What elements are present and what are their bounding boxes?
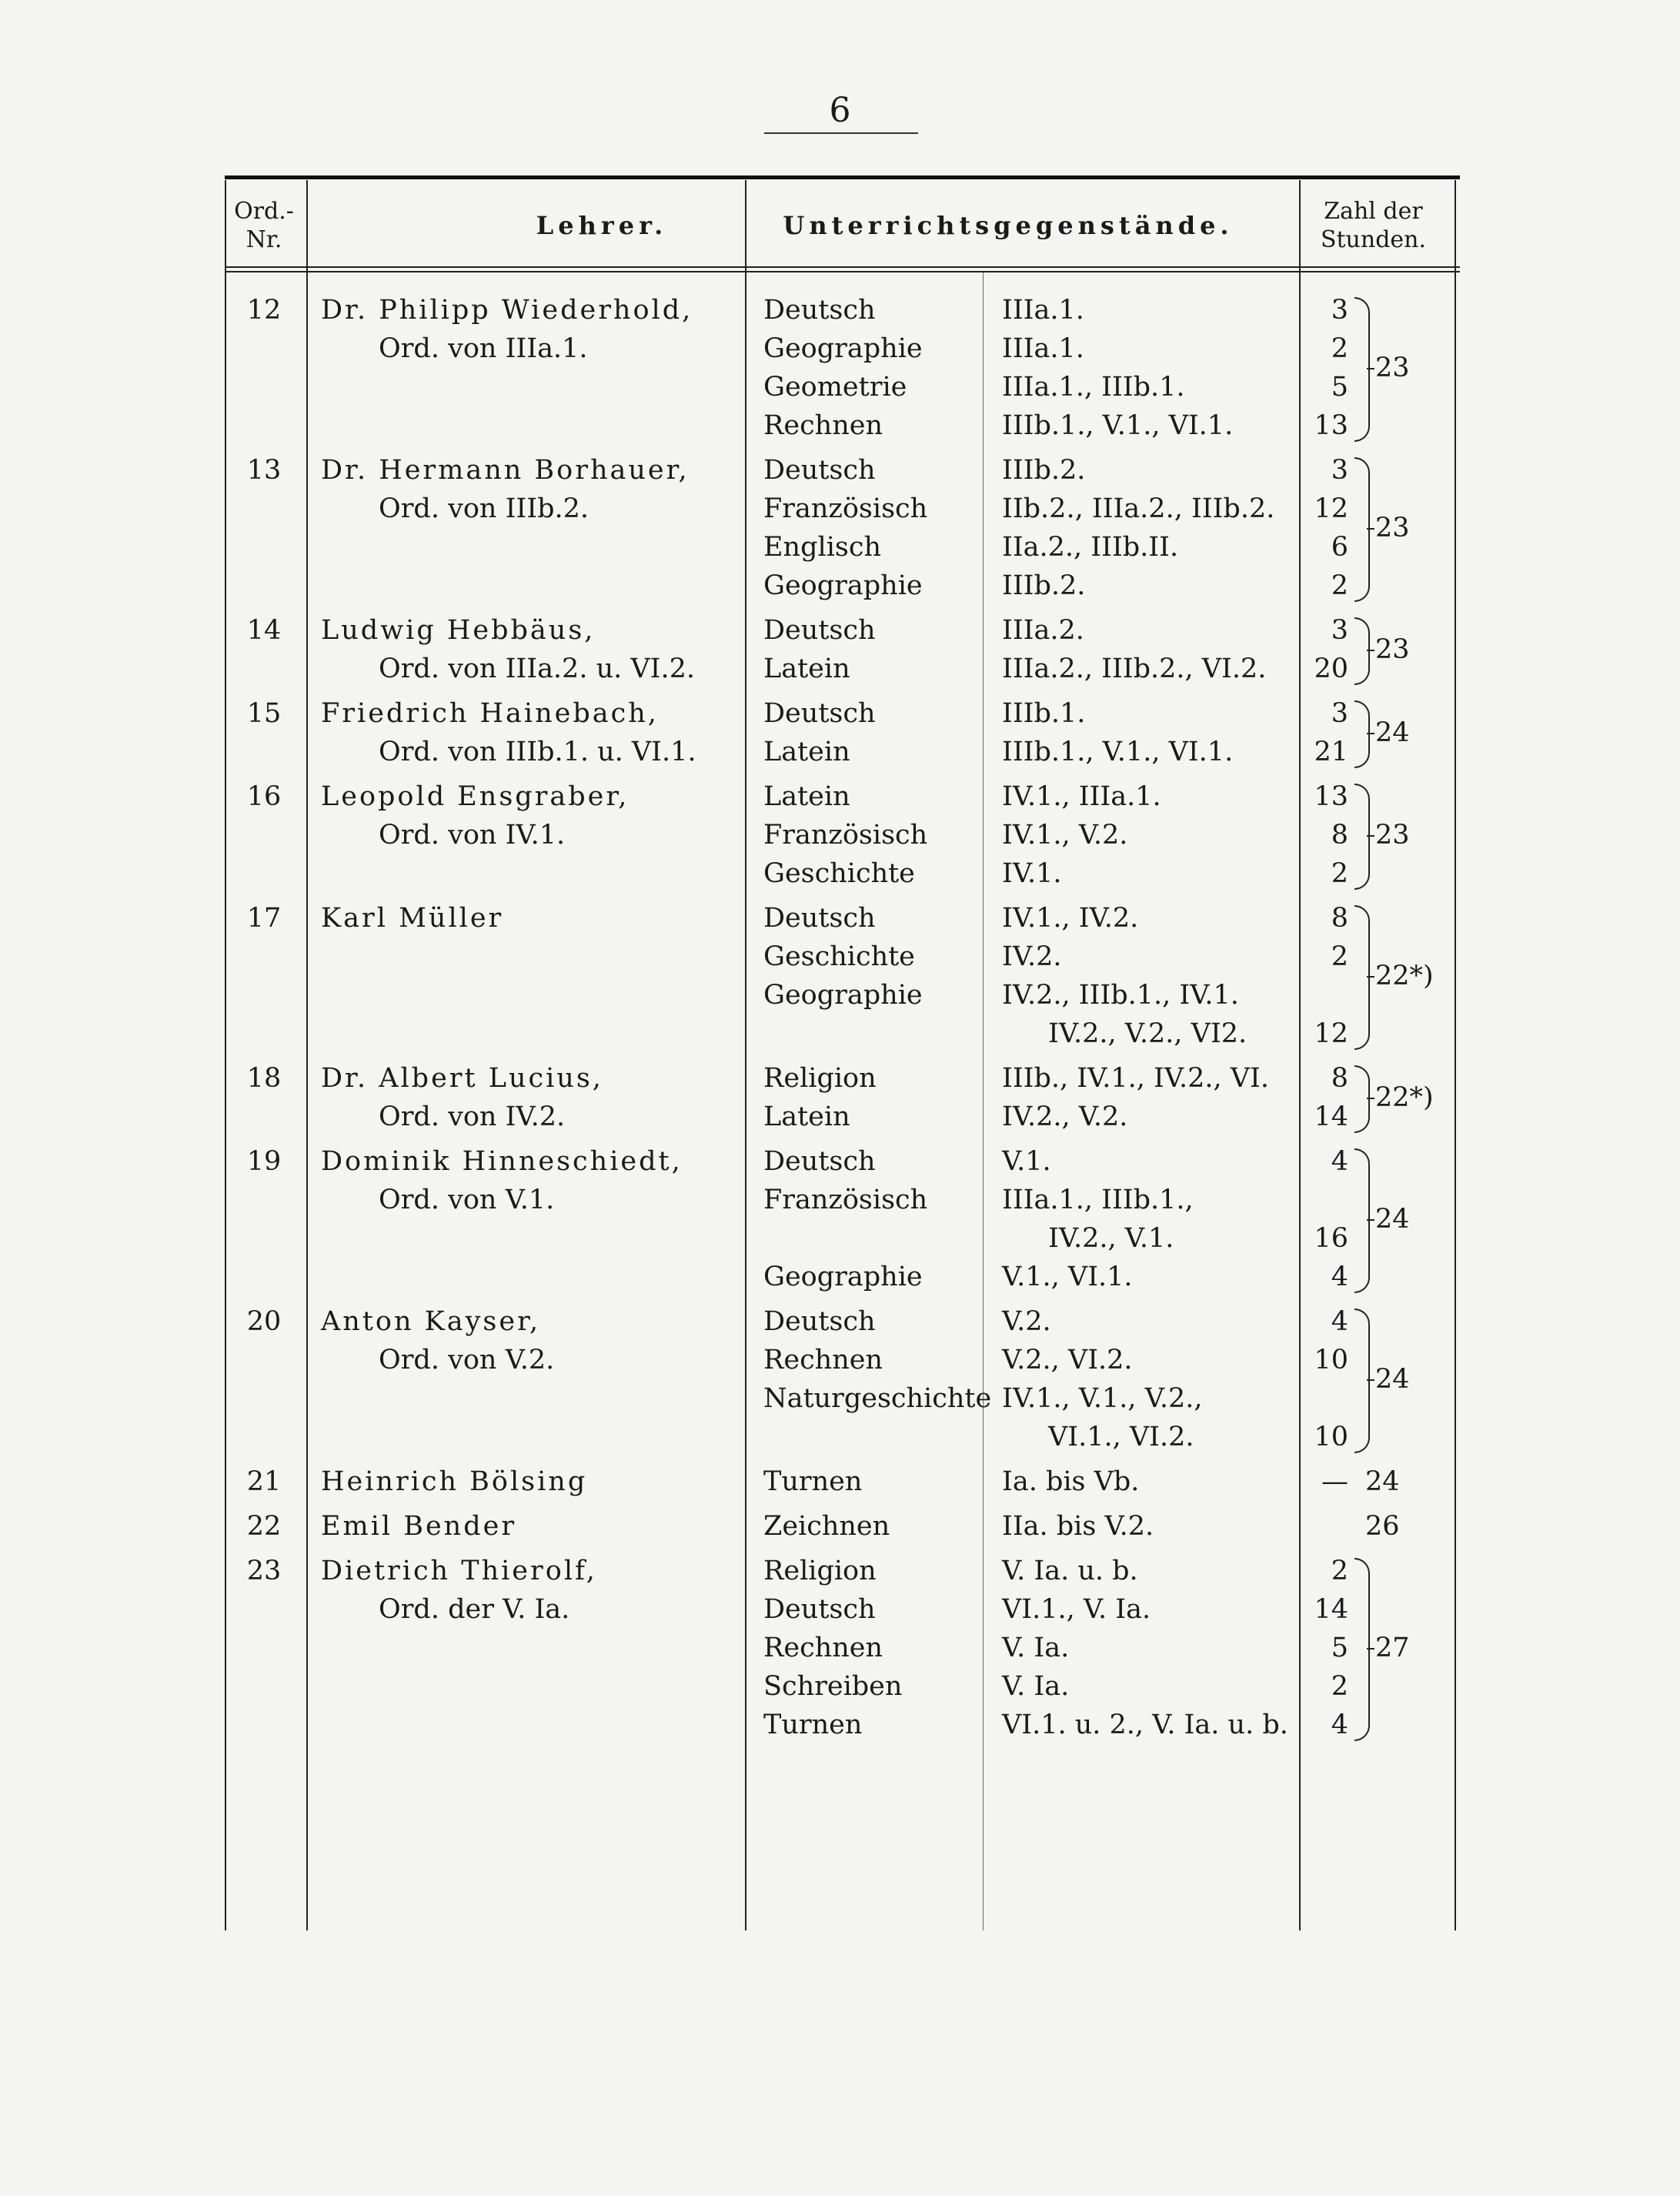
total-hours: 22*)	[1375, 1082, 1434, 1113]
row-spacer	[225, 771, 1460, 777]
subject: Zeichnen	[763, 1511, 890, 1542]
classes: VI.1., V. Ia.	[1002, 1594, 1151, 1625]
table-row	[225, 451, 1460, 605]
row-spacer	[225, 1053, 1460, 1059]
hours-brace	[1354, 700, 1370, 768]
ord-number: 18	[246, 1063, 282, 1094]
subject: Deutsch	[763, 1146, 876, 1177]
total-hours: 27	[1375, 1633, 1410, 1663]
ord-number: 22	[246, 1511, 282, 1542]
subject: Rechnen	[763, 410, 883, 441]
classes: IIIb.1., V.1., VI.1.	[1002, 737, 1234, 767]
hours: 4	[1331, 1710, 1348, 1740]
classes: IIIa.1.	[1002, 295, 1084, 326]
row-line	[225, 854, 1460, 893]
hours: 5	[1331, 1633, 1348, 1663]
hours-brace-tip	[1367, 650, 1374, 651]
hours: 10	[1314, 1345, 1348, 1375]
classes: IV.2., V.2.	[1002, 1101, 1128, 1132]
hours: 4	[1331, 1146, 1348, 1177]
row-line	[225, 650, 1460, 688]
row-line	[225, 899, 1460, 938]
total-hours: 24	[1375, 717, 1410, 748]
page-number: 6	[829, 91, 851, 130]
hours: 21	[1314, 737, 1348, 767]
subject: Geometrie	[763, 372, 907, 403]
total-hours: 23	[1375, 353, 1410, 383]
subject: Deutsch	[763, 615, 876, 646]
hours-brace-tip	[1367, 835, 1374, 837]
row-line	[225, 1462, 1460, 1501]
hours: 4	[1331, 1262, 1348, 1292]
header-rule-double	[225, 271, 1460, 272]
teacher-schedule-table	[225, 175, 1460, 1930]
classes: IIIb.1., V.1., VI.1.	[1002, 410, 1234, 441]
subject: Deutsch	[763, 903, 876, 934]
hours: 13	[1314, 781, 1348, 812]
hours: 13	[1314, 410, 1348, 441]
classes: V.1.	[1002, 1146, 1051, 1177]
classes: IV.1., V.1., V.2.,	[1002, 1383, 1203, 1414]
teacher-role: Ord. von V.1.	[379, 1185, 555, 1215]
classes: V.1., VI.1.	[1002, 1262, 1133, 1292]
classes: IIIa.2., IIIb.2., VI.2.	[1002, 653, 1267, 684]
row-spacer	[225, 893, 1460, 899]
teacher-role: Ord. von V.2.	[379, 1345, 555, 1375]
table-row	[225, 1552, 1460, 1744]
table-body	[225, 291, 1460, 1750]
hours: 12	[1314, 493, 1348, 524]
row-line	[225, 567, 1460, 605]
subject: Deutsch	[763, 455, 876, 486]
hours: 14	[1314, 1594, 1348, 1625]
ord-number: 20	[246, 1306, 282, 1337]
table-row	[225, 1462, 1460, 1501]
classes: IV.1., IIIa.1.	[1002, 781, 1161, 812]
subject: Deutsch	[763, 1306, 876, 1337]
teacher-name: Dietrich Thierolf,	[321, 1556, 597, 1586]
ord-number: 21	[246, 1466, 282, 1497]
hours-brace-tip	[1367, 1219, 1374, 1221]
teacher-name: Dominik Hinneschiedt,	[321, 1146, 683, 1177]
hours-brace-tip	[1367, 1098, 1374, 1099]
classes: IIIb., IV.1., IV.2., VI.	[1002, 1063, 1269, 1094]
row-spacer	[225, 1136, 1460, 1142]
hours: 20	[1314, 653, 1348, 684]
row-line	[225, 777, 1460, 816]
subject: Turnen	[763, 1710, 863, 1740]
classes: VI.1. u. 2., V. Ia. u. b.	[1002, 1710, 1288, 1740]
row-line	[225, 1552, 1460, 1590]
table-row	[225, 899, 1460, 1053]
total-hours: 23	[1375, 634, 1410, 665]
subject: Latein	[763, 781, 850, 812]
ord-number: 15	[246, 698, 282, 729]
subject: Französisch	[763, 1185, 928, 1215]
teacher-name: Leopold Ensgraber,	[321, 781, 630, 812]
subject: Latein	[763, 737, 850, 767]
header-stunden: Zahl der Stunden.	[1320, 197, 1427, 253]
teacher-role: Ord. der V. Ia.	[379, 1594, 570, 1625]
hours: 2	[1331, 1671, 1348, 1702]
hours: 2	[1331, 570, 1348, 601]
classes: IIa.2., IIIb.II.	[1002, 532, 1179, 563]
subject: Naturgeschichte	[763, 1383, 992, 1414]
hours-brace	[1354, 1148, 1370, 1293]
header-ord: Ord.- Nr.	[234, 197, 294, 253]
subject: Latein	[763, 653, 850, 684]
row-line	[225, 1302, 1460, 1341]
teacher-name: Ludwig Hebbäus,	[321, 615, 596, 646]
ord-number: 14	[246, 615, 282, 646]
row-line	[225, 816, 1460, 854]
hours: 4	[1331, 1306, 1348, 1337]
ord-number: 23	[246, 1556, 282, 1586]
hours: 8	[1331, 903, 1348, 934]
teacher-name: Friedrich Hainebach,	[321, 698, 659, 729]
classes: IIIb.2.	[1002, 455, 1086, 486]
subject: Deutsch	[763, 698, 876, 729]
teacher-role: Ord. von IIIa.2. u. VI.2.	[379, 653, 695, 684]
hours-brace	[1354, 784, 1370, 890]
hours: 6	[1331, 532, 1348, 563]
teacher-name: Emil Bender	[321, 1511, 517, 1542]
classes: IIIa.2.	[1002, 615, 1084, 646]
row-line	[225, 694, 1460, 733]
row-line	[225, 291, 1460, 329]
subject: Rechnen	[763, 1633, 883, 1663]
row-spacer	[225, 605, 1460, 611]
hours-brace-tip	[1367, 1648, 1374, 1650]
table-row	[225, 777, 1460, 893]
hours: 3	[1331, 455, 1348, 486]
total-hours: 23	[1375, 513, 1410, 543]
table-row	[225, 611, 1460, 688]
teacher-name: Dr. Philipp Wiederhold,	[321, 295, 693, 326]
teacher-role: Ord. von IIIb.2.	[379, 493, 589, 524]
hours-brace	[1354, 1309, 1370, 1453]
subject: Religion	[763, 1063, 877, 1094]
hours: 2	[1331, 1556, 1348, 1586]
hours: 10	[1314, 1422, 1348, 1452]
row-spacer	[225, 1456, 1460, 1462]
row-line	[225, 1590, 1460, 1629]
row-line	[225, 938, 1460, 976]
hours: 8	[1331, 1063, 1348, 1094]
header-gegenstaende: Unterrichtsgegenstände.	[783, 211, 1234, 240]
classes: IV.1., V.2.	[1002, 820, 1128, 851]
subject: Religion	[763, 1556, 877, 1586]
subject: Latein	[763, 1101, 850, 1132]
teacher-name: Heinrich Bölsing	[321, 1466, 588, 1497]
row-line	[225, 451, 1460, 490]
table-row	[225, 1302, 1460, 1456]
subject: Schreiben	[763, 1671, 903, 1702]
ord-number: 13	[246, 455, 282, 486]
hours-brace-tip	[1367, 733, 1374, 734]
ord-number: 16	[246, 781, 282, 812]
teacher-role: Ord. von IIIb.1. u. VI.1.	[379, 737, 696, 767]
classes: IV.1., IV.2.	[1002, 903, 1139, 934]
teacher-name: Karl Müller	[321, 903, 504, 934]
row-line	[225, 1098, 1460, 1136]
row-line	[225, 490, 1460, 528]
row-line	[225, 733, 1460, 771]
hours-brace-tip	[1367, 528, 1374, 530]
hours-brace	[1354, 1065, 1370, 1133]
classes: IIIb.1.	[1002, 698, 1086, 729]
row-spacer	[225, 1546, 1460, 1552]
subject: Geographie	[763, 980, 923, 1011]
hours-brace-tip	[1367, 1379, 1374, 1381]
classes: IV.2., V.1.	[1048, 1223, 1174, 1254]
subject: Deutsch	[763, 295, 876, 326]
hours-brace	[1354, 457, 1370, 602]
classes: V. Ia.	[1002, 1671, 1070, 1702]
row-line	[225, 1219, 1460, 1258]
hours: 2	[1331, 941, 1348, 972]
row-spacer	[225, 445, 1460, 451]
classes: V. Ia.	[1002, 1633, 1070, 1663]
subject: Rechnen	[763, 1345, 883, 1375]
classes: V.2., VI.2.	[1002, 1345, 1133, 1375]
row-line	[225, 1341, 1460, 1379]
table-row	[225, 1142, 1460, 1296]
classes: IV.1.	[1002, 858, 1062, 889]
row-line	[225, 1181, 1460, 1219]
ord-number: 12	[246, 295, 282, 326]
total-hours: 26	[1365, 1511, 1400, 1542]
table-row	[225, 1059, 1460, 1136]
subject: Geographie	[763, 333, 923, 364]
hours: 2	[1331, 333, 1348, 364]
row-spacer	[225, 1296, 1460, 1302]
row-line	[225, 1059, 1460, 1098]
hours: 3	[1331, 295, 1348, 326]
table-row	[225, 291, 1460, 445]
classes: IV.2.	[1002, 941, 1062, 972]
teacher-role: Ord. von IIIa.1.	[379, 333, 588, 364]
total-hours: 24	[1365, 1466, 1400, 1497]
row-line	[225, 976, 1460, 1014]
row-line	[225, 1667, 1460, 1706]
classes: IV.2., V.2., VI2.	[1048, 1018, 1247, 1049]
subject: Geographie	[763, 1262, 923, 1292]
teacher-role: Ord. von IV.2.	[379, 1101, 566, 1132]
classes: IIb.2., IIIa.2., IIIb.2.	[1002, 493, 1275, 524]
hours: —	[1321, 1466, 1348, 1497]
subject: Deutsch	[763, 1594, 876, 1625]
hours-brace	[1354, 297, 1370, 442]
total-hours: 24	[1375, 1364, 1410, 1395]
row-line	[225, 1379, 1460, 1418]
total-hours: 23	[1375, 820, 1410, 851]
teacher-name: Dr. Hermann Borhauer,	[321, 455, 690, 486]
teacher-role: Ord. von IV.1.	[379, 820, 566, 851]
classes: IIa. bis V.2.	[1002, 1511, 1154, 1542]
row-line	[225, 1142, 1460, 1181]
classes: V. Ia. u. b.	[1002, 1556, 1138, 1586]
classes: IIIb.2.	[1002, 570, 1086, 601]
table-row	[225, 1507, 1460, 1546]
hours-brace	[1354, 617, 1370, 685]
subject: Geschichte	[763, 858, 915, 889]
subject: Französisch	[763, 820, 928, 851]
total-hours: 22*)	[1375, 961, 1434, 991]
total-hours: 24	[1375, 1204, 1410, 1235]
row-spacer	[225, 688, 1460, 694]
hours: 5	[1331, 372, 1348, 403]
row-spacer	[225, 1744, 1460, 1750]
classes: IIIa.1., IIIb.1.	[1002, 372, 1185, 403]
hours: 2	[1331, 858, 1348, 889]
hours: 12	[1314, 1018, 1348, 1049]
hours: 3	[1331, 615, 1348, 646]
row-line	[225, 1258, 1460, 1296]
classes: IIIa.1.	[1002, 333, 1084, 364]
row-line	[225, 1418, 1460, 1456]
subject: Turnen	[763, 1466, 863, 1497]
classes: IIIa.1., IIIb.1.,	[1002, 1185, 1194, 1215]
row-line	[225, 1014, 1460, 1053]
subject: Französisch	[763, 493, 928, 524]
classes: IV.2., IIIb.1., IV.1.	[1002, 980, 1239, 1011]
row-line	[225, 611, 1460, 650]
teacher-name: Dr. Albert Lucius,	[321, 1063, 603, 1094]
row-line	[225, 329, 1460, 368]
ord-number: 19	[246, 1146, 282, 1177]
subject: Geschichte	[763, 941, 915, 972]
header-lehrer: Lehrer.	[536, 211, 668, 240]
page-number-rule	[764, 132, 918, 134]
table-top-rule	[225, 175, 1460, 179]
classes: V.2.	[1002, 1306, 1051, 1337]
row-line	[225, 528, 1460, 567]
hours: 8	[1331, 820, 1348, 851]
hours: 3	[1331, 698, 1348, 729]
row-line	[225, 1507, 1460, 1546]
ord-number: 17	[246, 903, 282, 934]
hours-brace	[1354, 905, 1370, 1050]
header-rule	[225, 266, 1460, 268]
subject: Geographie	[763, 570, 923, 601]
row-spacer	[225, 1501, 1460, 1507]
hours-brace	[1354, 1558, 1370, 1741]
classes: VI.1., VI.2.	[1048, 1422, 1194, 1452]
hours: 16	[1314, 1223, 1348, 1254]
subject: Englisch	[763, 532, 881, 563]
row-line	[225, 1629, 1460, 1667]
hours-brace-tip	[1367, 368, 1374, 369]
classes: Ia. bis Vb.	[1002, 1466, 1140, 1497]
row-line	[225, 406, 1460, 445]
row-line	[225, 1706, 1460, 1744]
table-row	[225, 694, 1460, 771]
teacher-name: Anton Kayser,	[321, 1306, 541, 1337]
hours-brace-tip	[1367, 976, 1374, 978]
hours: 14	[1314, 1101, 1348, 1132]
row-line	[225, 368, 1460, 406]
